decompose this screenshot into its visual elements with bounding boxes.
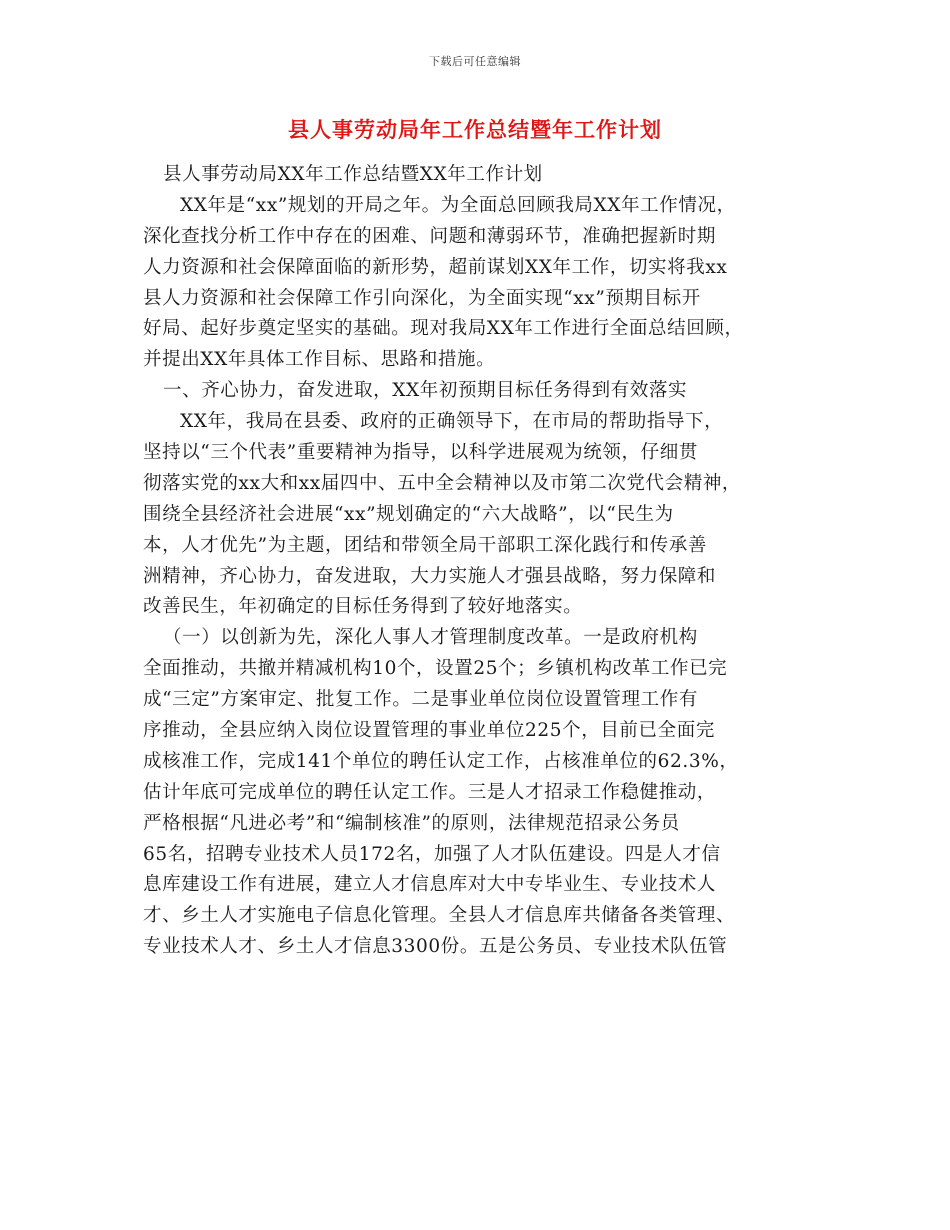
- paragraph-line: 估计年底可完成单位的聘任认定工作。三是人才招录工作稳健推动，: [143, 781, 717, 803]
- paragraph-line: 并提出XX年具体工作目标、思路和措施。: [143, 349, 496, 371]
- document-body: [143, 160, 823, 963]
- paragraph-line: 成核准工作，完成141个单位的聘任认定工作，占核准单位的62.3%，: [143, 750, 739, 772]
- paragraph-line: 严格根据“凡进必考”和“编制核准”的原则，法律规范招录公务员: [143, 812, 680, 834]
- document-title: 县人事劳动局年工作总结暨年工作计划: [288, 117, 662, 142]
- paragraph-line: 围绕全县经济社会进展“xx”规划确定的“六大战略”，以“民生为: [143, 503, 674, 525]
- paragraph-line: XX年是“xx”规划的开局之年。为全面总回顾我局XX年工作情况，: [180, 194, 736, 216]
- paragraph-line: 专业技术人才、乡土人才信息3300份。五是公务员、专业技术队伍管: [143, 936, 728, 958]
- paragraph-line: 全面推动，共撤并精减机构10个，设置25个；乡镇机构改革工作已完: [143, 658, 728, 680]
- paragraph-line: 人力资源和社会保障面临的新形势，超前谋划XX年工作，切实将我xx: [143, 256, 728, 278]
- section-heading: 一、齐心协力，奋发进取，XX年初预期目标任务得到有效落实: [163, 380, 688, 402]
- paragraph-line: 序推动，全县应纳入岗位设置管理的事业单位225个，目前已全面完: [143, 720, 715, 742]
- paragraph-line: 彻落实党的xx大和xx届四中、五中全会精神以及市第二次党代会精神，: [143, 472, 742, 494]
- header-note: 下载后可任意编辑: [429, 55, 521, 68]
- paragraph-line: 改善民生，年初确定的目标任务得到了较好地落实。: [143, 596, 583, 618]
- paragraph-line: 才、乡土人才实施电子信息化管理。全县人才信息库共储备各类管理、: [143, 905, 736, 927]
- paragraph-line: 洲精神，齐心协力，奋发进取，大力实施人才强县战略，努力保障和: [143, 565, 717, 587]
- paragraph-line: 坚持以“三个代表”重要精神为指导，以科学进展观为统领，仔细贯: [143, 442, 698, 464]
- paragraph-line: 好局、起好步奠定坚实的基础。现对我局XX年工作进行全面总结回顾，: [143, 318, 744, 340]
- paragraph-line: 65名，招聘专业技术人员172名，加强了人才队伍建设。四是人才信: [143, 843, 721, 865]
- paragraph-line: 本，人才优先”为主题，团结和带领全局干部职工深化践行和传承善: [143, 534, 707, 556]
- subsection-line: （一）以创新为先，深化人事人才管理制度改革。一是政府机构: [163, 627, 698, 649]
- paragraph-line: 深化查找分析工作中存在的困难、问题和薄弱环节，准确把握新时期: [143, 225, 717, 247]
- paragraph-line: 息库建设工作有进展，建立人才信息库对大中专毕业生、专业技术人: [143, 874, 717, 896]
- paragraph-line: 县人事劳动局XX年工作总结暨XX年工作计划: [163, 164, 543, 185]
- paragraph-line: 成“三定”方案审定、批复工作。二是事业单位岗位设置管理工作有: [143, 689, 698, 711]
- paragraph-line: XX年，我局在县委、政府的正确领导下，在市局的帮助指导下，: [180, 411, 724, 433]
- paragraph-line: 县人力资源和社会保障工作引向深化，为全面实现“xx”预期目标开: [143, 287, 701, 309]
